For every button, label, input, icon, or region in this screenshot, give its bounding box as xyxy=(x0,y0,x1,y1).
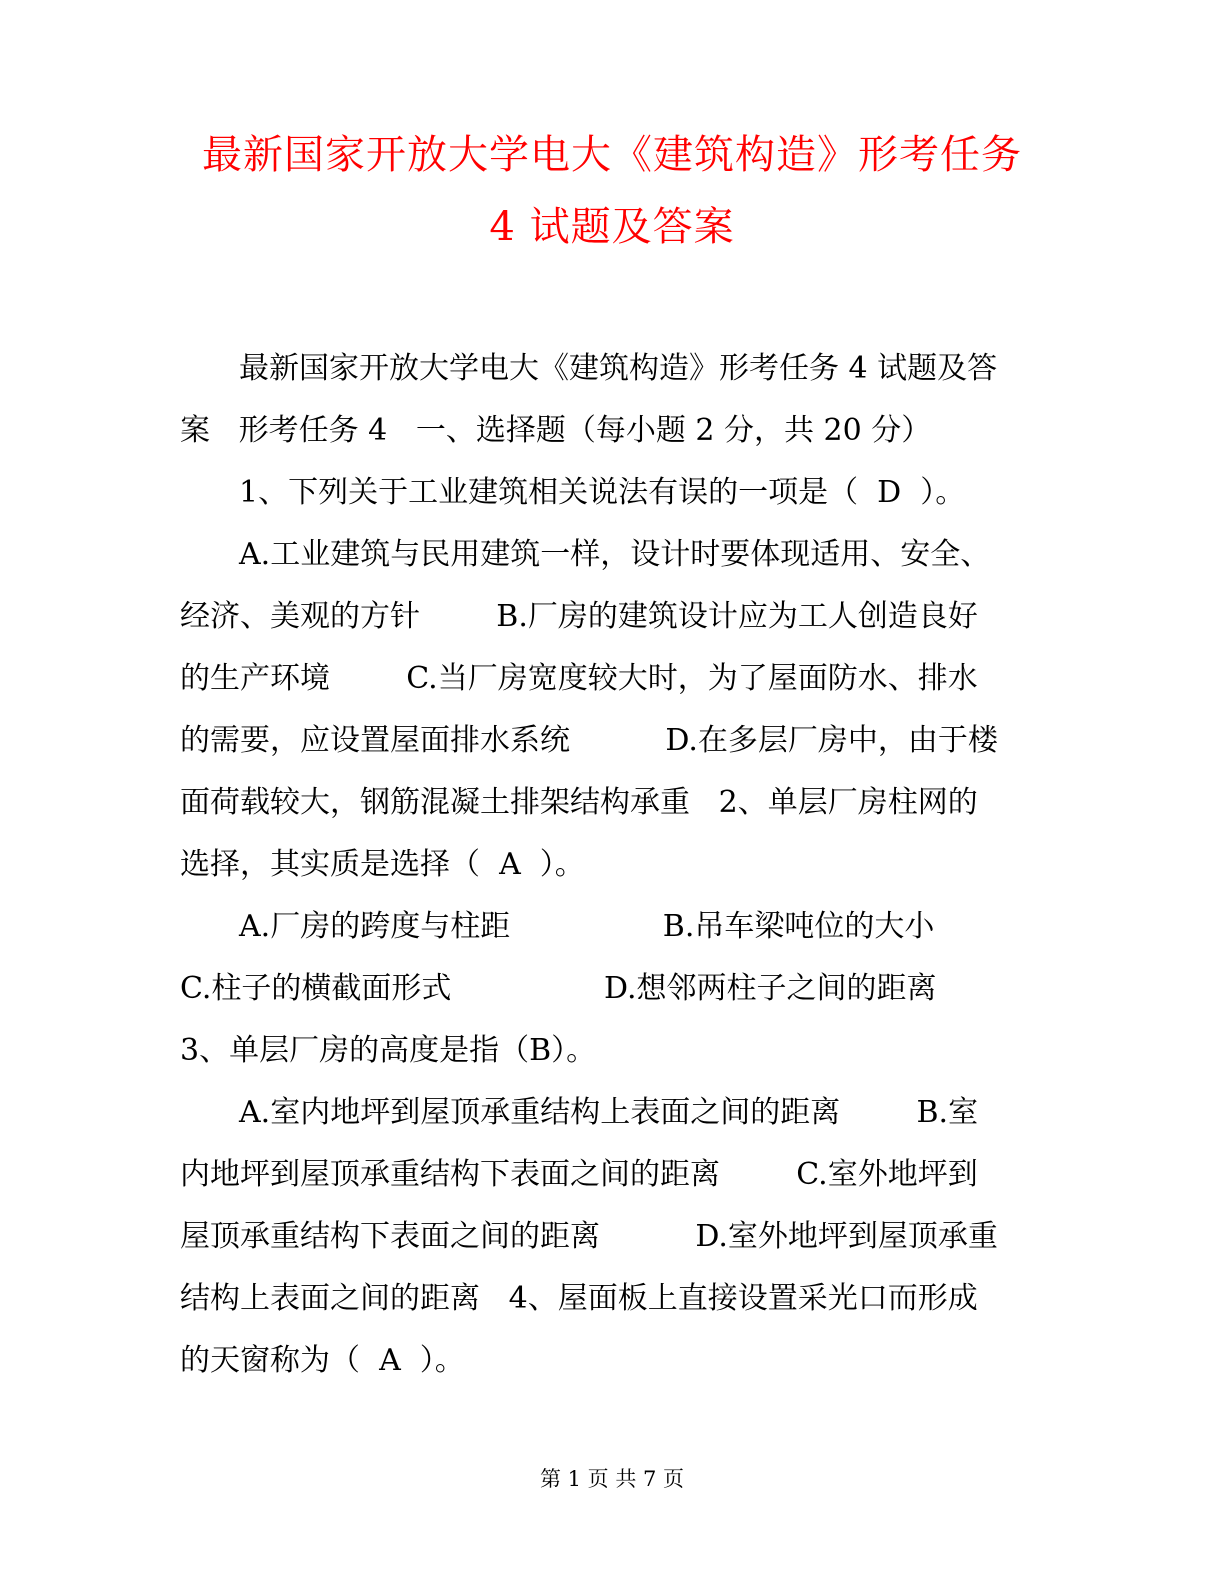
body-line: 1、下列关于工业建筑相关说法有误的一项是（ D ）。 xyxy=(239,475,966,510)
body-line: 屋顶承重结构下表面之间的距离 D.室外地坪到屋顶承重 xyxy=(180,1219,998,1254)
body-line: C.柱子的横截面形式 D.想邻两柱子之间的距离 xyxy=(180,971,937,1006)
body-line: 案 形考任务 4 一、选择题（每小题 2 分，共 20 分） xyxy=(180,413,932,448)
body-line: 最新国家开放大学电大《建筑构造》形考任务 4 试题及答 xyxy=(239,351,998,386)
body-line: A.厂房的跨度与柱距 B.吊车梁吨位的大小 xyxy=(239,909,935,944)
body-line: 结构上表面之间的距离 4、屋面板上直接设置采光口而形成 xyxy=(180,1281,978,1316)
page-number-footer: 第 1 页 共 7 页 xyxy=(539,1467,685,1491)
body-line: 内地坪到屋顶承重结构下表面之间的距离 C.室外地坪到 xyxy=(180,1157,978,1192)
body-line: A.室内地坪到屋顶承重结构上表面之间的距离 B.室 xyxy=(239,1095,979,1130)
body-line: A.工业建筑与民用建筑一样，设计时要体现适用、安全、 xyxy=(239,537,991,572)
body-line: 经济、美观的方针 B.厂房的建筑设计应为工人创造良好 xyxy=(180,599,978,634)
body-line: 的需要，应设置屋面排水系统 D.在多层厂房中，由于楼 xyxy=(180,723,998,758)
body-line: 面荷载较大，钢筋混凝土排架结构承重 2、单层厂房柱网的 xyxy=(180,785,978,820)
body-line: 的生产环境 C.当厂房宽度较大时，为了屋面防水、排水 xyxy=(180,661,978,696)
body-line: 选择，其实质是选择（ A ）。 xyxy=(180,847,585,882)
body-line: 的天窗称为（ A ）。 xyxy=(180,1343,465,1378)
document-title-line-1: 最新国家开放大学电大《建筑构造》形考任务 xyxy=(202,132,1022,178)
body-line: 3、单层厂房的高度是指（B）。 xyxy=(180,1033,597,1068)
document-title-line-2: 4 试题及答案 xyxy=(489,204,735,250)
